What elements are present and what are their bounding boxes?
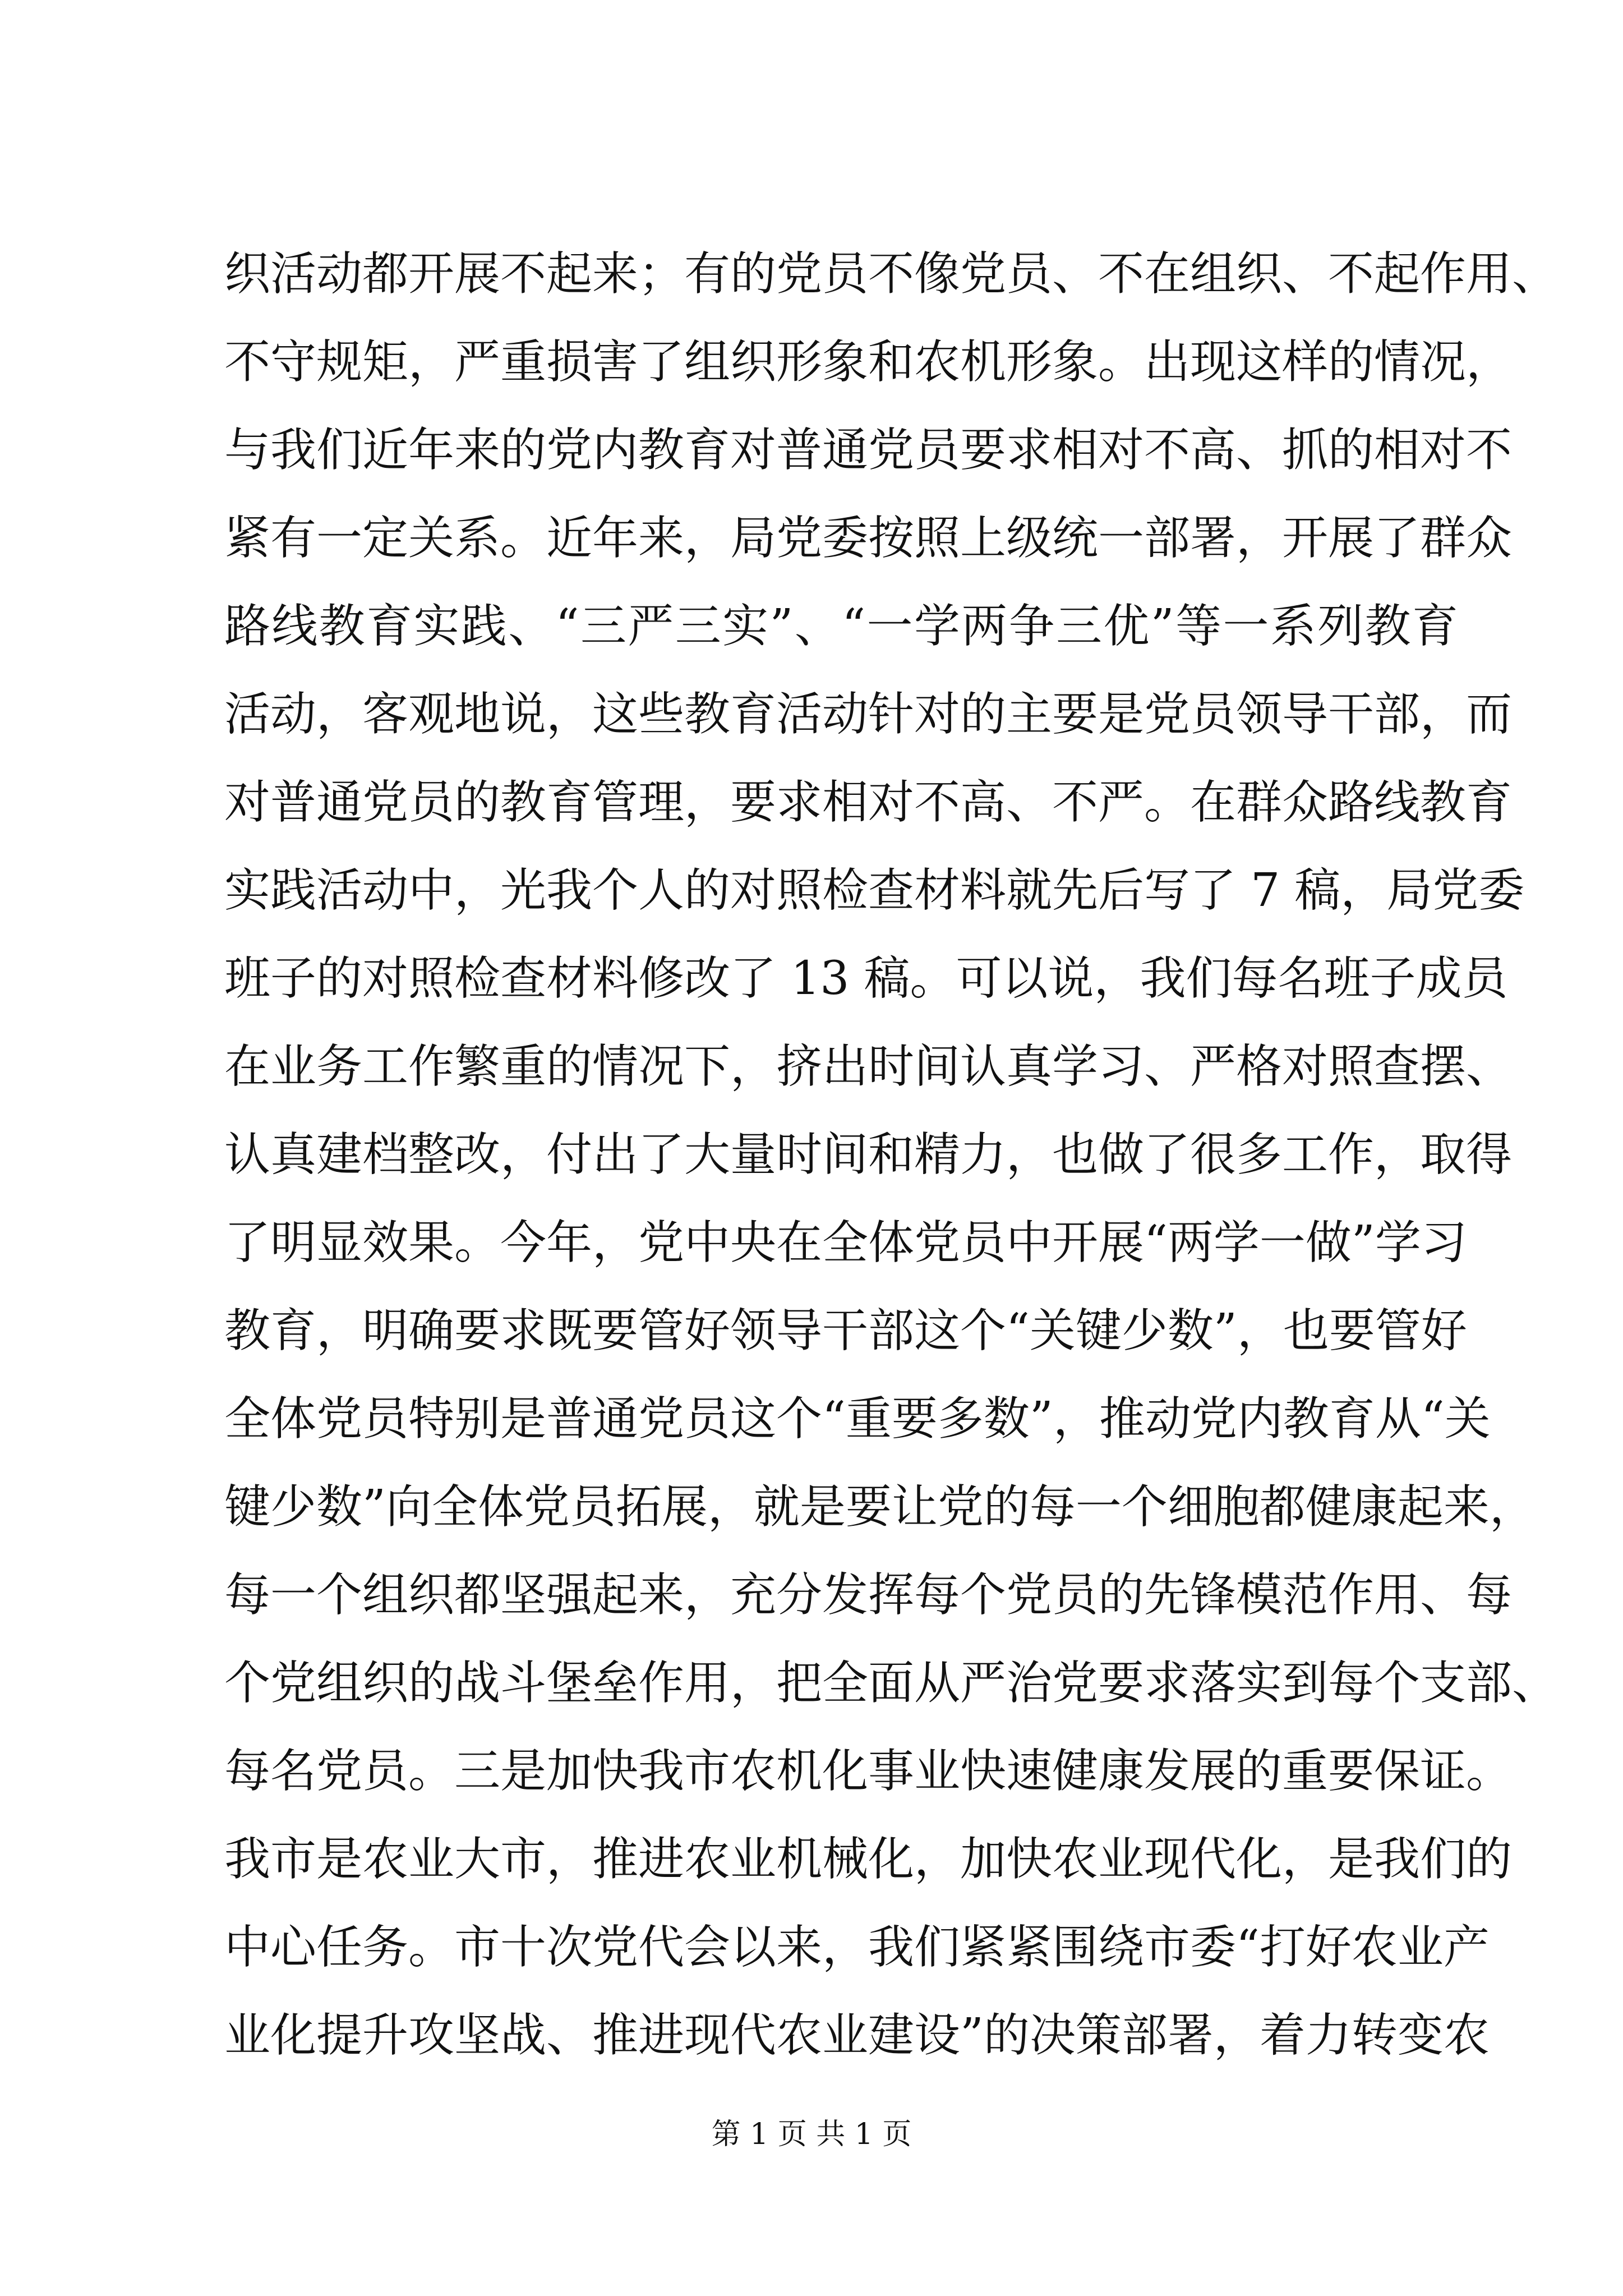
text-line: 业化提升攻坚战、推进现代农业建设”的决策部署，着力转变农 xyxy=(224,2009,1490,2062)
text-line: 不守规矩，严重损害了组织形象和农机形象。出现这样的情况， xyxy=(224,335,1513,389)
text-line: 在业务工作繁重的情况下，挤出时间认真学习、严格对照查摆、 xyxy=(224,1040,1513,1093)
text-line: 全体党员特别是普通党员这个“重要多数”，推动党内教育从“关 xyxy=(224,1392,1491,1446)
page-footer: 第 1 页 共 1 页 xyxy=(711,2118,912,2151)
text-line: 实践活动中，光我个人的对照检查材料就先后写了 7 稿，局党委 xyxy=(224,864,1525,917)
text-line: 键少数”向全体党员拓展，就是要让党的每一个细胞都健康起来， xyxy=(224,1480,1536,1534)
text-line: 与我们近年来的党内教育对普通党员要求相对不高、抓的相对不 xyxy=(224,424,1513,477)
text-line: 了明显效果。今年，党中央在全体党员中开展“两学一做”学习 xyxy=(224,1216,1467,1269)
text-line: 班子的对照检查材料修改了 13 稿。可以说，我们每名班子成员 xyxy=(224,952,1508,1005)
body-text xyxy=(224,230,1559,2079)
text-line: 教育，明确要求既要管好领导干部这个“关键少数”，也要管好 xyxy=(224,1304,1467,1358)
text-line: 中心任务。市十次党代会以来，我们紧紧围绕市委“打好农业产 xyxy=(224,1921,1490,1974)
text-line: 我市是农业大市，推进农业机械化，加快农业现代化，是我们的 xyxy=(224,1833,1513,1886)
text-line: 每名党员。三是加快我市农机化事业快速健康发展的重要保证。 xyxy=(224,1745,1513,1798)
text-line: 认真建档整改，付出了大量时间和精力，也做了很多工作，取得 xyxy=(224,1128,1513,1181)
text-line: 对普通党员的教育管理，要求相对不高、不严。在群众路线教育 xyxy=(224,776,1513,829)
text-line: 路线教育实践、“三严三实”、“一学两争三优”等一系列教育 xyxy=(224,600,1458,653)
text-line: 活动，客观地说，这些教育活动针对的主要是党员领导干部，而 xyxy=(224,688,1513,741)
text-line: 每一个组织都坚强起来，充分发挥每个党员的先锋模范作用、每 xyxy=(224,1568,1513,1622)
text-line: 紧有一定关系。近年来，局党委按照上级统一部署，开展了群众 xyxy=(224,512,1513,565)
text-line: 个党组织的战斗堡垒作用，把全面从严治党要求落实到每个支部、 xyxy=(224,1657,1559,1710)
text-line: 织活动都开展不起来；有的党员不像党员、不在组织、不起作用、 xyxy=(224,247,1559,301)
